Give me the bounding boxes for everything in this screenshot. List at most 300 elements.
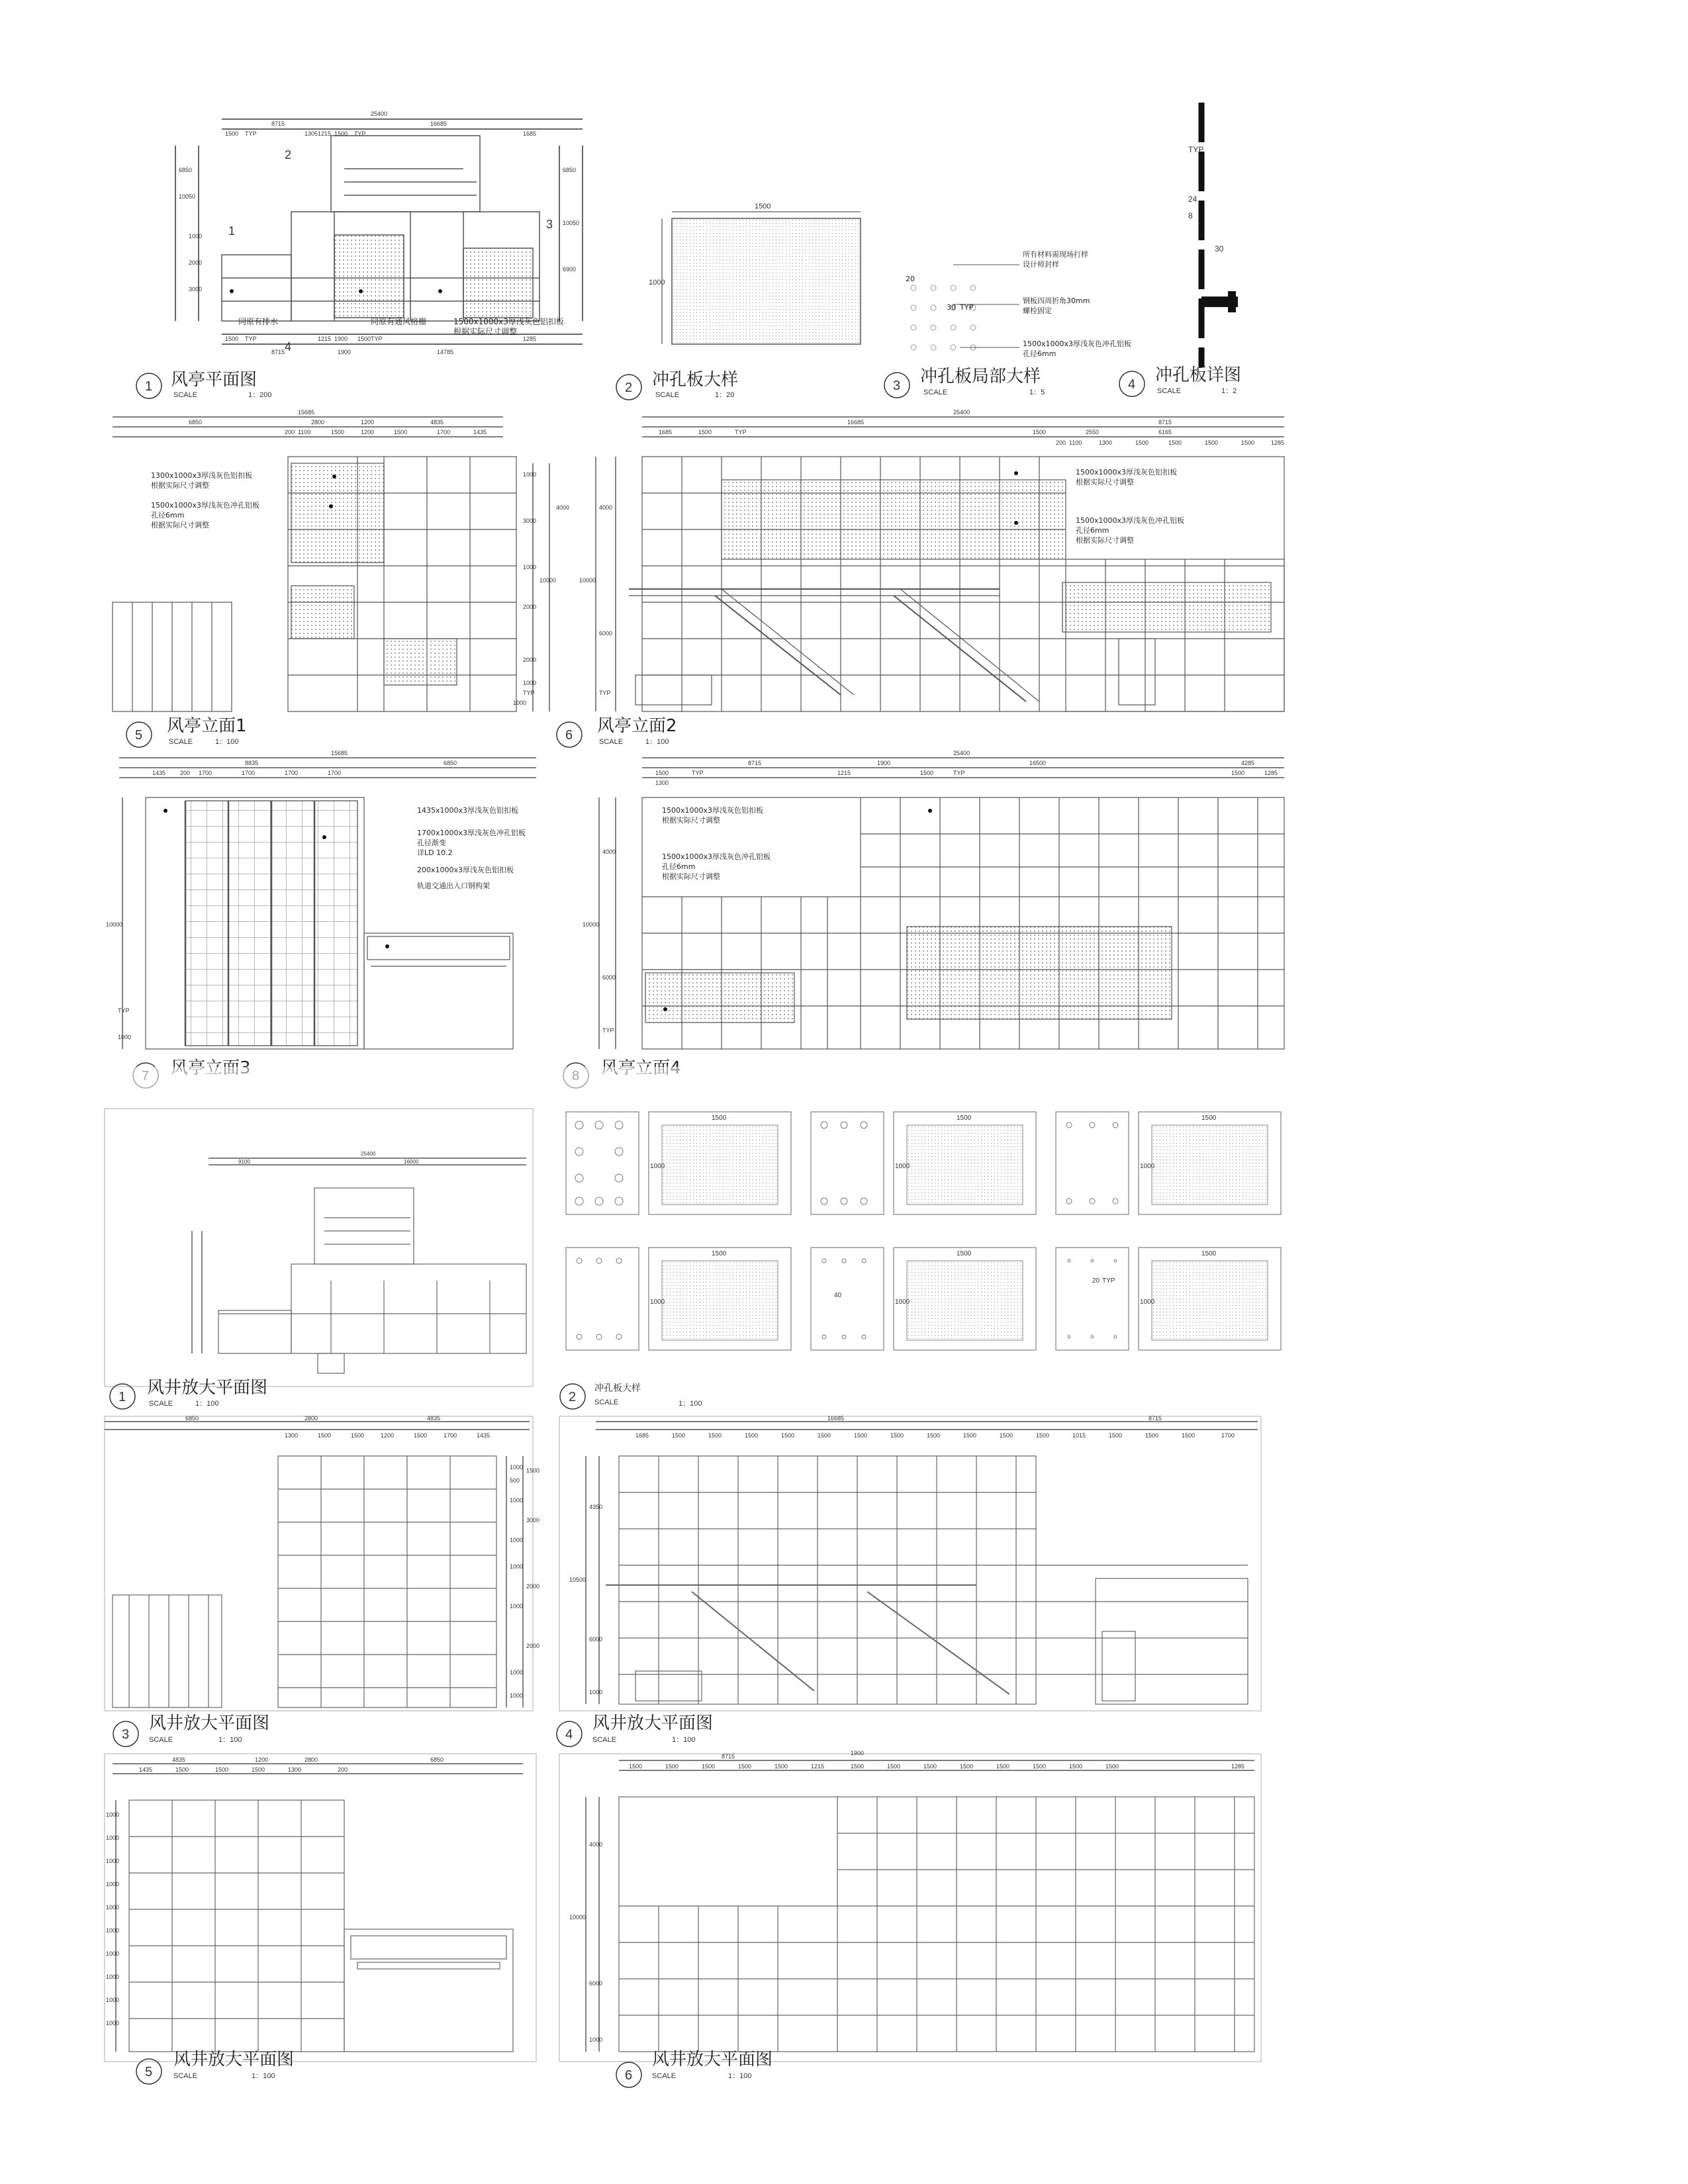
title-row-2 (126, 716, 677, 747)
dim-text: 1500 (702, 1763, 716, 1770)
dim-text: 1000 (106, 1858, 120, 1864)
annotation-text: 设计师封样 (1023, 260, 1059, 269)
b-drawing-title-6 (616, 2050, 773, 2087)
dim-text: 1500 (1105, 1763, 1119, 1770)
dim-text: 4835 (430, 419, 444, 426)
dim-text: 1000 (589, 1689, 603, 1696)
dim-text: 1000 (106, 1927, 120, 1934)
scale-label: SCALE (173, 2072, 198, 2080)
dim-text: 200 (180, 770, 191, 776)
b-elevation-5-dimensions (106, 1756, 444, 2026)
dim-text: 1700 (1221, 1432, 1235, 1439)
dim-text: 2000 (523, 604, 537, 610)
dim-text: 10000 (583, 921, 600, 928)
dim-text: 1000 (106, 1835, 120, 1841)
dim-text: 1100 (298, 429, 311, 435)
section-mark: 3 (546, 218, 553, 231)
dim-text: 1200 (255, 1756, 269, 1763)
dim-text: 1500 (854, 1432, 868, 1439)
b-title-row-3 (136, 2050, 773, 2087)
dim-text: 1500 (1109, 1432, 1123, 1439)
dim-width: 1500 (712, 1250, 727, 1257)
dim-text: 4835 (172, 1756, 186, 1763)
dim-text: 4000 (556, 504, 570, 511)
dim-text: 1700 (199, 770, 212, 776)
dim-text: 200 (338, 1766, 348, 1773)
dim-text: 24 (1188, 195, 1197, 204)
dim-height: 1000 (895, 1298, 910, 1306)
scale-label: SCALE (652, 2072, 677, 2080)
dim-text: 4000 (589, 1841, 603, 1848)
dim-text: 1000 (513, 700, 527, 706)
b-elevation-4-dimensions (569, 1415, 1235, 1696)
dim-text: 1500 (1033, 429, 1047, 435)
dim-text: TYP (602, 1027, 614, 1034)
dim-text: 1500 (963, 1432, 977, 1439)
dim-text: 6850 (185, 1415, 199, 1422)
scale-value: 1：100 (252, 2072, 275, 2080)
drawing-title-2 (616, 370, 738, 400)
b-panel-grid (566, 1112, 1281, 1350)
dim-height: 1000 (1140, 1163, 1155, 1170)
dim-text: 1700 (444, 1432, 457, 1439)
dim-text: 3000 (523, 518, 537, 524)
detail-2-view (649, 203, 861, 344)
annotation-text: 孔径6mm (151, 511, 185, 520)
scale-label: SCALE (173, 391, 198, 399)
title-text: 风井放大平面图 (149, 1713, 270, 1733)
dim-text: 4350 (589, 1504, 603, 1510)
dim-text: 1000 (106, 2020, 120, 2026)
scale-value: 1：20 (715, 391, 735, 399)
dim-text: 1500 (698, 429, 712, 435)
b-elevation-3-view (105, 1416, 533, 1711)
dim-text: TYP (692, 770, 704, 776)
title-text: 风井放大平面图 (147, 1378, 268, 1398)
dim-text: 30 (947, 303, 956, 312)
b-drawing-title-4 (557, 1713, 713, 1747)
dim-text: 1500 (1069, 1763, 1083, 1770)
dim-text: 8715 (1158, 419, 1172, 426)
scale-label: SCALE (923, 388, 948, 396)
dim-text: 40 (834, 1292, 842, 1299)
title-number: 3 (122, 1727, 130, 1742)
annotation-text: 1500x1000x3厚浅灰色铝扣板 (1076, 468, 1178, 477)
title-text: 风亭平面图 (171, 370, 258, 390)
scale-value: 1：100 (215, 738, 239, 746)
title-text: 冲孔板大样 (652, 370, 739, 390)
dim-text: 25400 (371, 111, 388, 117)
dim-text: 1435 (477, 1432, 491, 1439)
dim-text: 20 (1092, 1277, 1100, 1285)
dim-text: 30 (1215, 244, 1224, 253)
dim-text: 1500 (334, 130, 348, 137)
scale-label: SCALE (599, 738, 624, 746)
dim-width: 1500 (957, 1115, 972, 1122)
dim-text: 6850 (179, 167, 193, 173)
dim-text: 6165 (1158, 429, 1172, 435)
title-row-1 (136, 365, 1241, 400)
dim-text: 1435 (473, 429, 487, 435)
annotation-text: 1500x1000x3厚浅灰色冲孔铝板 (1076, 516, 1185, 525)
dim-text: 1500 (1168, 439, 1182, 446)
dim-text: 10050 (563, 220, 580, 226)
scale-label: SCALE (594, 1398, 619, 1406)
dim-text: 2000 (189, 259, 203, 266)
dim-text: 1900 (877, 760, 891, 766)
elevation-3-view (119, 758, 536, 1049)
dim-text: 6850 (189, 419, 203, 426)
dim-text: 8715 (271, 349, 285, 355)
dim-width: 1500 (755, 203, 771, 210)
dim-text: 1215 (318, 336, 332, 342)
dim-text: 1500 (818, 1432, 831, 1439)
dim-text: 1500 (738, 1763, 752, 1770)
b-plan-1-view (105, 1109, 533, 1387)
dim-text: 2000 (526, 1643, 540, 1649)
dim-text: 1000 (106, 1904, 120, 1911)
dim-text: 1685 (659, 429, 673, 435)
dim-text: 6850 (430, 1756, 444, 1763)
b-elevation-6-view (559, 1754, 1261, 2062)
b-elevation-4-view (559, 1416, 1261, 1711)
dim-text: 1500 (414, 1432, 428, 1439)
dim-text: 1500 (175, 1766, 189, 1773)
annotation-text: 1435x1000x3厚浅灰色铝扣板 (417, 806, 519, 815)
title-text: 风井放大平面图 (652, 2050, 773, 2070)
annotation-text: 孔径6mm (662, 862, 696, 871)
detail-3-view (906, 250, 1131, 358)
dim-text: 1500 (655, 770, 669, 776)
dim-text: 1200 (361, 429, 375, 435)
dim-text: 15685 (298, 409, 315, 416)
dim-text: 1500 (1145, 1432, 1159, 1439)
dim-text: 8 (1188, 211, 1193, 220)
dim-text: 1900 (334, 336, 348, 342)
scale-value: 1：5 (1029, 388, 1045, 396)
dim-width: 1500 (957, 1250, 972, 1257)
dim-text: 1285 (523, 336, 537, 342)
b-elevation-6-dimensions (569, 1750, 1244, 2043)
annotation-text: 根据实际尺寸调整 (662, 816, 720, 825)
dim-text: 1435 (139, 1766, 153, 1773)
title-number: 4 (565, 1727, 573, 1742)
annotation-text: 根据实际尺寸调整 (1076, 536, 1134, 545)
drawing-title-3 (884, 367, 1045, 398)
annotation-text: 1300x1000x3厚浅灰色铝扣板 (151, 471, 253, 480)
dim-text: 1300 (655, 780, 669, 786)
annotation-text: 孔径6mm (1076, 526, 1109, 535)
dim-text: 1000 (118, 1034, 132, 1040)
dim-text: 1000 (510, 1464, 524, 1471)
dim-text: 2800 (311, 419, 325, 426)
scale-value: 1：100 (218, 1736, 242, 1744)
dim-text: 1500 (665, 1763, 679, 1770)
dim-text: 1500 (252, 1766, 265, 1773)
dim-text: 1900 (338, 349, 352, 355)
dim-text: 2800 (305, 1756, 318, 1763)
dim-text: 1500 (781, 1432, 795, 1439)
dim-text: 25400 (361, 1151, 376, 1157)
dim-text: TYP (1102, 1277, 1115, 1285)
dim-text: 1500 (1241, 439, 1255, 446)
dim-text: 1500 (394, 429, 408, 435)
dim-text: 2550 (1086, 429, 1100, 435)
annotation-text: 200x1000x3厚浅灰色铝扣板 (417, 866, 514, 874)
dim-text: 1285 (1231, 1763, 1245, 1770)
elevation-2-view (596, 417, 1284, 711)
title-text: 冲孔板大样 (594, 1383, 641, 1394)
dim-text: 1500 (920, 770, 934, 776)
dim-text: 16685 (430, 120, 447, 127)
scale-label: SCALE (1157, 387, 1182, 395)
scale-label: SCALE (149, 1400, 173, 1408)
dim-text: 1500 (923, 1763, 937, 1770)
dim-text: 16500 (1029, 760, 1047, 766)
dim-text: TYP (599, 690, 611, 696)
dim-text: 1200 (361, 419, 375, 426)
drawing-title-1 (136, 370, 271, 399)
dim-text: 25400 (953, 750, 970, 756)
dim-text: 1000 (106, 1811, 120, 1818)
dim-text: 16000 (404, 1159, 419, 1165)
dim-text: 1500 (357, 336, 371, 342)
dim-text: 1500 (629, 1763, 643, 1770)
dim-text: 1500 (1135, 439, 1149, 446)
dim-text: 1000 (106, 1997, 120, 2003)
dim-text: 10000 (106, 921, 123, 928)
dim-text: 1700 (437, 429, 451, 435)
dim-text: 1215 (318, 130, 332, 137)
b-drawing-title-5 (136, 2050, 294, 2084)
dim-text: 16685 (847, 419, 865, 426)
b-title-row-2 (113, 1713, 713, 1747)
dim-text: 1500 (1000, 1432, 1013, 1439)
dim-text: 1000 (510, 1603, 524, 1610)
dim-text: 1435 (152, 770, 166, 776)
dim-text: 4835 (427, 1415, 441, 1422)
scale-value: 1：2 (1221, 387, 1237, 395)
dim-height: 1000 (649, 279, 665, 287)
dim-text: 6000 (602, 974, 616, 981)
dim-text: 1000 (106, 1950, 120, 1957)
dim-text: 14785 (437, 349, 454, 355)
dim-text: 1000 (189, 233, 203, 240)
dim-text: 10000 (569, 1914, 586, 1921)
annotation-text: 所有材料需现场打样 (1023, 250, 1088, 259)
scale-label: SCALE (169, 738, 193, 746)
dim-text: 6000 (589, 1636, 603, 1643)
dim-text: 1500 (1033, 1763, 1047, 1770)
dim-text: 1000 (510, 1537, 524, 1543)
dim-text: 1000 (510, 1563, 524, 1570)
b-drawing-title-1 (110, 1378, 267, 1409)
dim-text: 10500 (569, 1576, 586, 1583)
elevation-1-view (113, 417, 549, 711)
title-text: 风井放大平面图 (592, 1713, 714, 1733)
dim-width: 1500 (712, 1115, 727, 1122)
scale-value: 1：100 (679, 1400, 702, 1408)
dim-width: 1500 (1201, 1250, 1217, 1257)
b-elevation-3-dimensions (185, 1415, 539, 1699)
plan-1-view (175, 119, 583, 344)
title-number: 2 (625, 381, 633, 395)
dim-text: 1300 (1099, 439, 1113, 446)
dim-text: 1500 (1036, 1432, 1050, 1439)
title-number: 3 (893, 379, 901, 393)
annotation-text: 根据实际尺寸调整 (151, 481, 209, 490)
annotation-text: 1500x1000x3厚浅灰色冲孔铝板 (662, 852, 771, 861)
dim-text: TYP (735, 429, 747, 435)
dim-text: 200 (1056, 439, 1066, 446)
dim-text: 1500 (318, 1432, 332, 1439)
detail-4-view (1188, 103, 1238, 367)
title-number: 1 (145, 379, 153, 394)
dim-text: 2000 (526, 1583, 540, 1590)
dim-text: 1215 (837, 770, 851, 776)
dim-text: 2800 (305, 1415, 318, 1422)
dim-text: 4000 (599, 504, 613, 511)
dim-text: 1215 (811, 1763, 825, 1770)
dim-text: 1000 (106, 1881, 120, 1888)
dim-text: 4285 (1241, 760, 1255, 766)
annotation-text: 1500x1000x3厚浅灰色冲孔铝板 (1023, 340, 1132, 348)
dim-text: 8715 (722, 1753, 735, 1760)
elevation-4-view (599, 758, 1284, 1049)
perforated-panel (672, 218, 861, 344)
dim-text: 1900 (851, 1750, 865, 1756)
annotation-text: 孔径渐变 (417, 839, 446, 847)
annotation-text: 同原有排水 (238, 317, 279, 326)
title-number: 1 (118, 1390, 126, 1404)
dim-text: 1500 (225, 130, 239, 137)
dim-text: TYP (371, 336, 383, 342)
dim-text: 1500 (960, 1763, 974, 1770)
dim-text: 1000 (510, 1692, 524, 1699)
drawing-title-6 (557, 716, 677, 747)
dim-text: 500 (510, 1477, 520, 1484)
dim-text: 8715 (748, 760, 762, 766)
dim-text: 1000 (106, 1974, 120, 1980)
annotation-text: 详LD 10.2 (417, 848, 453, 857)
dim-text: 1500 (851, 1763, 865, 1770)
annotation-text: 根据实际尺寸调整 (1076, 478, 1134, 486)
dim-text: 1300 (288, 1766, 302, 1773)
plan-perforated-panel-right (463, 248, 533, 318)
dim-text: 1200 (381, 1432, 395, 1439)
dim-text: 2000 (523, 657, 537, 663)
dim-text: 8835 (245, 760, 259, 766)
dim-text: 1500 (774, 1763, 788, 1770)
title-number: 6 (565, 728, 573, 743)
dim-text: 1685 (523, 130, 537, 137)
scale-label: SCALE (149, 1736, 173, 1744)
title-text: 风亭立面2 (597, 716, 677, 736)
dim-text: 1100 (1069, 439, 1082, 446)
annotation-text: 同原有通风格栅 (371, 317, 427, 326)
annotation-text: 1500x1000x3厚浅灰色铝扣板 (662, 806, 764, 815)
annotation-text: 1700x1000x3厚浅灰色冲孔铝板 (417, 829, 526, 837)
dim-text: TYP (960, 303, 974, 312)
drawing-title-4 (1119, 365, 1241, 396)
dim-text: 1000 (510, 1497, 524, 1504)
title-number: 5 (135, 728, 143, 743)
scale-value: 1：200 (248, 391, 272, 399)
dim-text: 1500 (927, 1432, 941, 1439)
b-elevation-5-view (105, 1754, 536, 2062)
scale-value: 1：100 (728, 2072, 752, 2080)
section-mark: 2 (285, 148, 292, 161)
dim-text: 6000 (589, 1980, 603, 1987)
title-text: 风井放大平面图 (173, 2050, 295, 2070)
title-number: 6 (625, 2068, 633, 2083)
plan-perforated-panel-left (334, 235, 404, 318)
dim-text: TYP (953, 770, 965, 776)
dim-text: 1500 (215, 1766, 229, 1773)
dim-text: 1305 (305, 130, 318, 137)
annotation-text: 根据实际尺寸调整 (453, 327, 518, 336)
dim-text: 1000 (510, 1669, 524, 1676)
annotation-text: 孔径6mm (1023, 349, 1056, 358)
dim-text: 3000 (189, 286, 203, 293)
annotation-text: 根据实际尺寸调整 (151, 521, 209, 529)
section-mark: 4 (285, 340, 292, 353)
scale-value: 1：100 (672, 1736, 696, 1744)
annotation-text: 1500x1000x3厚浅灰色铝扣板 (453, 317, 564, 326)
plan-upper-block (331, 136, 480, 212)
annotation-text: 钢板四周折角30mm (1023, 296, 1090, 305)
dim-text: TYP (245, 130, 257, 137)
b-drawing-title-2 (560, 1383, 702, 1409)
dim-text: 1500 (745, 1432, 759, 1439)
sheet-crop-band (0, 1067, 1688, 1105)
dim-height: 1000 (895, 1163, 910, 1170)
dim-text: 9100 (238, 1159, 250, 1165)
dim-text: 1285 (1271, 439, 1285, 446)
dim-text: 1500 (351, 1432, 365, 1439)
b-drawing-title-3 (113, 1713, 269, 1747)
title-text: 冲孔板详图 (1155, 365, 1242, 385)
scale-value: 1：100 (645, 738, 669, 746)
dim-text: 200 (285, 429, 295, 435)
dim-height: 1000 (1140, 1298, 1155, 1306)
dim-text: 1300 (285, 1432, 299, 1439)
dim-text: 8715 (271, 120, 285, 127)
title-number: 4 (1128, 377, 1136, 392)
dim-text: 1000 (523, 680, 537, 686)
dim-text: 16685 (827, 1415, 845, 1422)
dim-text: 8715 (1149, 1415, 1162, 1422)
dim-text: 4000 (602, 848, 616, 855)
dim-text: 1500 (526, 1467, 540, 1474)
dim-text: 1685 (635, 1432, 649, 1439)
b-title-row-1 (110, 1378, 702, 1409)
dim-text: 25400 (953, 409, 970, 416)
scale-value: 1：100 (195, 1400, 219, 1408)
dim-text: 3000 (526, 1517, 540, 1524)
dim-text: 6850 (563, 167, 577, 173)
scale-label: SCALE (592, 1736, 617, 1744)
dim-text: 1500 (225, 336, 239, 342)
dim-text: 1500 (1231, 770, 1245, 776)
dim-text: 1500 (331, 429, 345, 435)
dim-text: 1500 (672, 1432, 686, 1439)
dim-text: TYP (1188, 145, 1204, 154)
dim-width: 1500 (1201, 1115, 1217, 1122)
dim-height: 1000 (650, 1163, 665, 1170)
dim-text: 1700 (285, 770, 299, 776)
title-text: 风亭立面1 (167, 716, 247, 736)
